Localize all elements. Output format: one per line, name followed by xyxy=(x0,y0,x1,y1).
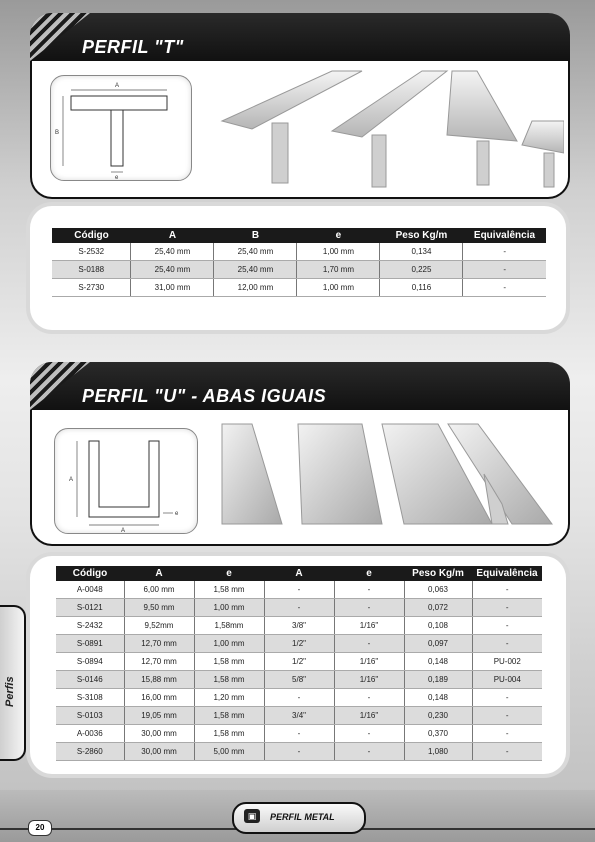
table-cell: 1/2" xyxy=(264,653,334,671)
u-specs-table xyxy=(56,566,542,761)
table-cell: 25,40 mm xyxy=(131,243,214,261)
table-cell: 0,230 xyxy=(404,707,472,725)
table-row xyxy=(56,743,542,761)
table-cell: 0,225 xyxy=(380,261,463,279)
table-cell: 1,58 mm xyxy=(194,671,264,689)
col-header: A xyxy=(264,566,334,581)
table-cell: 19,05 mm xyxy=(124,707,194,725)
table-cell: S-2532 xyxy=(52,243,131,261)
table-row xyxy=(56,653,542,671)
t-profile-drawing xyxy=(51,76,191,180)
table-cell: 25,40 mm xyxy=(131,261,214,279)
table-cell: 30,00 mm xyxy=(124,725,194,743)
table-cell: 9,50 mm xyxy=(124,599,194,617)
table-cell: - xyxy=(472,635,542,653)
col-header: Código xyxy=(56,566,124,581)
table-cell: S-0146 xyxy=(56,671,124,689)
table-cell: 0,148 xyxy=(404,653,472,671)
table-cell: 0,189 xyxy=(404,671,472,689)
table-cell: S-2860 xyxy=(56,743,124,761)
col-header: Peso Kg/m xyxy=(380,228,463,243)
table-cell: 1,20 mm xyxy=(194,689,264,707)
u-profiles-illustration xyxy=(212,414,562,540)
table-cell: 5,00 mm xyxy=(194,743,264,761)
table-cell: - xyxy=(264,743,334,761)
col-header: Código xyxy=(52,228,131,243)
table-cell: 12,70 mm xyxy=(124,653,194,671)
table-cell: 1,70 mm xyxy=(297,261,380,279)
table-cell: 3/8" xyxy=(264,617,334,635)
table-cell: 25,40 mm xyxy=(214,243,297,261)
table-cell: S-3108 xyxy=(56,689,124,707)
section-t-title: PERFIL "T" xyxy=(82,37,184,57)
table-cell: A-0048 xyxy=(56,581,124,599)
t-label-e: e xyxy=(115,175,119,180)
table-cell: PU-002 xyxy=(472,653,542,671)
col-header: B xyxy=(214,228,297,243)
section-u-panel xyxy=(30,410,570,546)
t-profile-diagram xyxy=(50,75,192,181)
table-cell: 1/2" xyxy=(264,635,334,653)
table-cell: - xyxy=(472,689,542,707)
col-header: e xyxy=(194,566,264,581)
table-cell: 1/16" xyxy=(334,671,404,689)
table-cell: 1,00 mm xyxy=(297,243,380,261)
table-cell: 12,00 mm xyxy=(214,279,297,297)
table-cell: 6,00 mm xyxy=(124,581,194,599)
table-cell: - xyxy=(264,689,334,707)
table-cell: 1/16" xyxy=(334,653,404,671)
brand-name: PERFIL METAL xyxy=(270,812,335,822)
table-row xyxy=(52,279,546,297)
side-tab-label: Perfis xyxy=(4,676,16,707)
table-cell: A-0036 xyxy=(56,725,124,743)
table-cell: - xyxy=(334,635,404,653)
table-cell: 31,00 mm xyxy=(131,279,214,297)
brand-logo-icon: ▣ xyxy=(244,809,260,823)
table-header-row xyxy=(56,566,542,581)
table-cell: 1,00 mm xyxy=(194,635,264,653)
table-cell: - xyxy=(472,743,542,761)
table-cell: - xyxy=(472,617,542,635)
table-cell: 0,108 xyxy=(404,617,472,635)
section-t-banner xyxy=(30,13,570,61)
t-label-b: B xyxy=(55,130,60,136)
table-cell: - xyxy=(472,725,542,743)
table-cell: - xyxy=(463,243,546,261)
table-cell: - xyxy=(334,581,404,599)
table-cell: - xyxy=(334,689,404,707)
col-header: e xyxy=(334,566,404,581)
table-row xyxy=(56,599,542,617)
table-row xyxy=(56,671,542,689)
table-cell: - xyxy=(264,599,334,617)
table-cell: 15,88 mm xyxy=(124,671,194,689)
table-cell: 1,58 mm xyxy=(194,707,264,725)
brand-badge xyxy=(232,802,366,834)
table-cell: 9,52mm xyxy=(124,617,194,635)
table-row xyxy=(56,689,542,707)
table-cell: S-0894 xyxy=(56,653,124,671)
col-header: Equivalência xyxy=(463,228,546,243)
table-cell: - xyxy=(334,743,404,761)
table-row xyxy=(52,243,546,261)
table-row xyxy=(56,581,542,599)
section-u-title: PERFIL "U" - ABAS IGUAIS xyxy=(82,386,327,406)
u-label-a-bottom: A xyxy=(121,528,126,533)
table-cell: - xyxy=(463,261,546,279)
table-cell: S-0891 xyxy=(56,635,124,653)
table-cell: 16,00 mm xyxy=(124,689,194,707)
section-t-panel xyxy=(30,61,570,199)
table-cell: - xyxy=(264,725,334,743)
table-cell: - xyxy=(334,599,404,617)
table-cell: PU-004 xyxy=(472,671,542,689)
table-cell: - xyxy=(334,725,404,743)
table-cell: 0,097 xyxy=(404,635,472,653)
t-profiles-illustration xyxy=(192,61,564,191)
table-cell: 5/8" xyxy=(264,671,334,689)
table-cell: 0,063 xyxy=(404,581,472,599)
col-header: A xyxy=(131,228,214,243)
table-cell: 3/4" xyxy=(264,707,334,725)
table-cell: 1,00 mm xyxy=(194,599,264,617)
table-cell: 0,072 xyxy=(404,599,472,617)
page-footer xyxy=(0,790,595,842)
table-cell: 0,134 xyxy=(380,243,463,261)
table-cell: 0,148 xyxy=(404,689,472,707)
banner-stripes xyxy=(30,362,90,410)
table-cell: S-2730 xyxy=(52,279,131,297)
t-specs-table xyxy=(52,228,546,297)
table-cell: S-0103 xyxy=(56,707,124,725)
table-cell: 12,70 mm xyxy=(124,635,194,653)
u-profile-diagram xyxy=(54,428,198,534)
u-label-a-side: A xyxy=(69,477,74,483)
page-number: 20 xyxy=(28,820,52,836)
t-label-a: A xyxy=(115,83,120,89)
table-cell: 1,58mm xyxy=(194,617,264,635)
col-header: Peso Kg/m xyxy=(404,566,472,581)
col-header: A xyxy=(124,566,194,581)
section-t-table-card xyxy=(30,206,566,330)
table-row xyxy=(56,707,542,725)
table-cell: - xyxy=(463,279,546,297)
table-row xyxy=(56,725,542,743)
table-cell: S-0121 xyxy=(56,599,124,617)
section-u-table-card xyxy=(30,556,566,774)
table-row xyxy=(52,261,546,279)
table-cell: S-0188 xyxy=(52,261,131,279)
table-cell: 1,58 mm xyxy=(194,725,264,743)
table-cell: - xyxy=(472,581,542,599)
u-profile-drawing xyxy=(55,429,197,533)
table-cell: 25,40 mm xyxy=(214,261,297,279)
table-cell: - xyxy=(472,599,542,617)
side-tab-perfis[interactable] xyxy=(0,605,26,761)
table-row xyxy=(56,635,542,653)
table-cell: 1,58 mm xyxy=(194,653,264,671)
banner-stripes xyxy=(30,13,90,61)
table-cell: 1,00 mm xyxy=(297,279,380,297)
table-cell: S-2432 xyxy=(56,617,124,635)
section-u-banner xyxy=(30,362,570,410)
table-cell: 30,00 mm xyxy=(124,743,194,761)
table-cell: - xyxy=(472,707,542,725)
table-cell: - xyxy=(264,581,334,599)
table-cell: 1/16" xyxy=(334,707,404,725)
table-cell: 1,58 mm xyxy=(194,581,264,599)
table-row xyxy=(56,617,542,635)
col-header: e xyxy=(297,228,380,243)
table-cell: 1,080 xyxy=(404,743,472,761)
u-label-e: e xyxy=(175,511,179,517)
table-cell: 1/16" xyxy=(334,617,404,635)
table-cell: 0,370 xyxy=(404,725,472,743)
table-cell: 0,116 xyxy=(380,279,463,297)
col-header: Equivalência xyxy=(472,566,542,581)
table-header-row xyxy=(52,228,546,243)
